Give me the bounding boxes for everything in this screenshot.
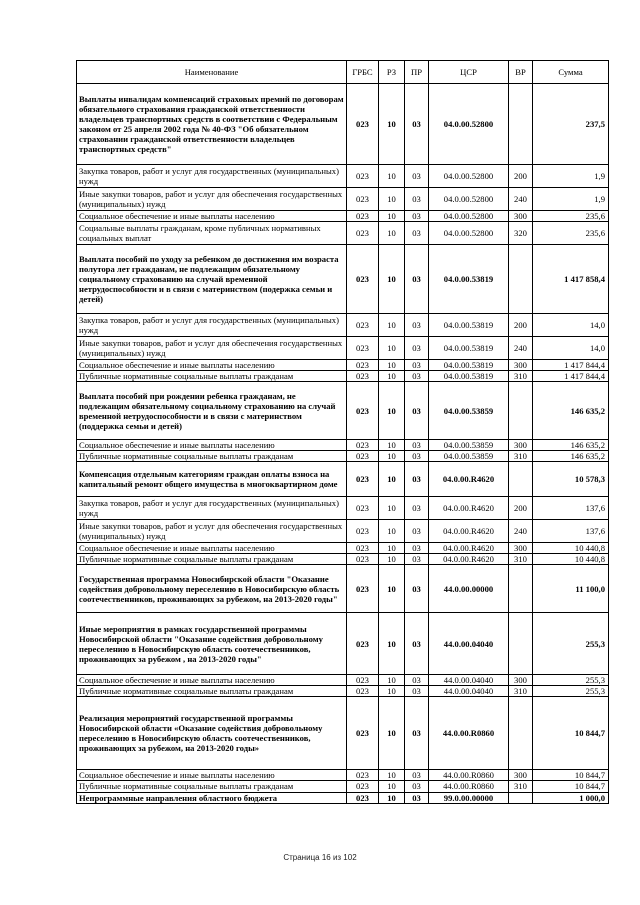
cell-sum: 10 844,7 bbox=[533, 770, 609, 781]
table-body bbox=[77, 84, 609, 804]
cell-grbs: 023 bbox=[347, 770, 379, 781]
cell-rz: 10 bbox=[379, 165, 405, 188]
table-row bbox=[77, 245, 609, 314]
cell-pr: 03 bbox=[405, 770, 429, 781]
cell-rz: 10 bbox=[379, 222, 405, 245]
table-row bbox=[77, 770, 609, 781]
cell-csr: 04.0.00.52800 bbox=[429, 188, 509, 211]
cell-csr: 44.0.00.R0860 bbox=[429, 770, 509, 781]
cell-pr: 03 bbox=[405, 165, 429, 188]
cell-rz: 10 bbox=[379, 360, 405, 371]
table-row bbox=[77, 497, 609, 520]
cell-rz: 10 bbox=[379, 565, 405, 613]
cell-name: Реализация мероприятий государственной программы Новосибирской области «Оказание содействия добровольному переселению в Новосибирскую область соотечественников, проживающих за рубежом, на 2013-2020 годы» bbox=[77, 697, 347, 770]
cell-name: Выплата пособий по уходу за ребенком до достижения им возраста полутора лет гражданам, не подлежащим обязательному социальному страхованию на случай временной нетрудоспособности и в связи с материнством (подержка семьи и детей) bbox=[77, 245, 347, 314]
cell-grbs: 023 bbox=[347, 613, 379, 675]
cell-grbs: 023 bbox=[347, 554, 379, 565]
cell-sum: 10 844,7 bbox=[533, 781, 609, 792]
header-row bbox=[77, 61, 609, 84]
cell-rz: 10 bbox=[379, 497, 405, 520]
cell-csr: 04.0.00.R4620 bbox=[429, 497, 509, 520]
cell-csr: 04.0.00.53819 bbox=[429, 337, 509, 360]
cell-grbs: 023 bbox=[347, 440, 379, 451]
cell-pr: 03 bbox=[405, 781, 429, 792]
cell-pr: 03 bbox=[405, 462, 429, 497]
cell-csr: 99.0.00.00000 bbox=[429, 792, 509, 803]
table-row bbox=[77, 451, 609, 462]
cell-sum: 255,3 bbox=[533, 613, 609, 675]
table-row bbox=[77, 188, 609, 211]
cell-sum: 1 000,0 bbox=[533, 792, 609, 803]
cell-grbs: 023 bbox=[347, 675, 379, 686]
cell-vr: 310 bbox=[509, 554, 533, 565]
cell-sum: 10 844,7 bbox=[533, 697, 609, 770]
cell-grbs: 023 bbox=[347, 211, 379, 222]
header-csr: ЦСР bbox=[429, 61, 509, 84]
cell-sum: 146 635,2 bbox=[533, 382, 609, 440]
cell-vr: 300 bbox=[509, 440, 533, 451]
cell-name: Иные закупки товаров, работ и услуг для обеспечения государственных (муниципальных) нужд bbox=[77, 520, 347, 543]
header-pr: ПР bbox=[405, 61, 429, 84]
cell-rz: 10 bbox=[379, 770, 405, 781]
cell-vr bbox=[509, 462, 533, 497]
cell-rz: 10 bbox=[379, 675, 405, 686]
cell-vr bbox=[509, 565, 533, 613]
cell-pr: 03 bbox=[405, 497, 429, 520]
cell-csr: 44.0.00.R0860 bbox=[429, 697, 509, 770]
cell-rz: 10 bbox=[379, 314, 405, 337]
table-row bbox=[77, 360, 609, 371]
cell-csr: 44.0.00.04040 bbox=[429, 675, 509, 686]
cell-vr: 240 bbox=[509, 337, 533, 360]
cell-vr bbox=[509, 382, 533, 440]
cell-name: Иные закупки товаров, работ и услуг для обеспечения государственных (муниципальных) нужд bbox=[77, 188, 347, 211]
cell-name: Иные закупки товаров, работ и услуг для обеспечения государственных (муниципальных) нужд bbox=[77, 337, 347, 360]
cell-csr: 04.0.00.53859 bbox=[429, 440, 509, 451]
table-row bbox=[77, 781, 609, 792]
cell-rz: 10 bbox=[379, 554, 405, 565]
header-rz: РЗ bbox=[379, 61, 405, 84]
cell-pr: 03 bbox=[405, 520, 429, 543]
cell-name: Социальное обеспечение и иные выплаты населению bbox=[77, 675, 347, 686]
cell-csr: 04.0.00.53859 bbox=[429, 382, 509, 440]
cell-rz: 10 bbox=[379, 792, 405, 803]
table-row bbox=[77, 84, 609, 165]
cell-pr: 03 bbox=[405, 337, 429, 360]
cell-sum: 1 417 858,4 bbox=[533, 245, 609, 314]
cell-rz: 10 bbox=[379, 451, 405, 462]
table-row bbox=[77, 675, 609, 686]
cell-sum: 237,5 bbox=[533, 84, 609, 165]
cell-rz: 10 bbox=[379, 686, 405, 697]
cell-vr: 200 bbox=[509, 165, 533, 188]
cell-csr: 44.0.00.04040 bbox=[429, 613, 509, 675]
cell-name: Закупка товаров, работ и услуг для государственных (муниципальных) нужд bbox=[77, 165, 347, 188]
cell-sum: 146 635,2 bbox=[533, 440, 609, 451]
cell-csr: 04.0.00.52800 bbox=[429, 84, 509, 165]
cell-rz: 10 bbox=[379, 543, 405, 554]
cell-pr: 03 bbox=[405, 686, 429, 697]
cell-vr: 320 bbox=[509, 222, 533, 245]
cell-sum: 10 440,8 bbox=[533, 554, 609, 565]
table-row bbox=[77, 222, 609, 245]
cell-sum: 255,3 bbox=[533, 686, 609, 697]
header-name: Наименование bbox=[77, 61, 347, 84]
cell-sum: 1 417 844,4 bbox=[533, 360, 609, 371]
cell-vr: 310 bbox=[509, 371, 533, 382]
cell-pr: 03 bbox=[405, 84, 429, 165]
table-row bbox=[77, 382, 609, 440]
cell-name: Закупка товаров, работ и услуг для государственных (муниципальных) нужд bbox=[77, 314, 347, 337]
cell-vr: 310 bbox=[509, 451, 533, 462]
cell-grbs: 023 bbox=[347, 314, 379, 337]
cell-csr: 04.0.00.52800 bbox=[429, 222, 509, 245]
cell-sum: 146 635,2 bbox=[533, 451, 609, 462]
table-row bbox=[77, 792, 609, 803]
cell-pr: 03 bbox=[405, 382, 429, 440]
cell-csr: 04.0.00.53819 bbox=[429, 245, 509, 314]
table-row bbox=[77, 520, 609, 543]
cell-grbs: 023 bbox=[347, 520, 379, 543]
table-row bbox=[77, 565, 609, 613]
cell-grbs: 023 bbox=[347, 188, 379, 211]
cell-sum: 255,3 bbox=[533, 675, 609, 686]
cell-csr: 04.0.00.R4620 bbox=[429, 554, 509, 565]
cell-pr: 03 bbox=[405, 211, 429, 222]
table-row bbox=[77, 554, 609, 565]
cell-pr: 03 bbox=[405, 371, 429, 382]
cell-grbs: 023 bbox=[347, 245, 379, 314]
cell-grbs: 023 bbox=[347, 462, 379, 497]
cell-pr: 03 bbox=[405, 792, 429, 803]
cell-rz: 10 bbox=[379, 613, 405, 675]
cell-sum: 10 440,8 bbox=[533, 543, 609, 554]
cell-grbs: 023 bbox=[347, 697, 379, 770]
cell-csr: 04.0.00.R4620 bbox=[429, 462, 509, 497]
cell-vr: 300 bbox=[509, 675, 533, 686]
cell-pr: 03 bbox=[405, 245, 429, 314]
cell-pr: 03 bbox=[405, 613, 429, 675]
table-row bbox=[77, 371, 609, 382]
cell-grbs: 023 bbox=[347, 565, 379, 613]
cell-rz: 10 bbox=[379, 211, 405, 222]
cell-csr: 44.0.00.R0860 bbox=[429, 781, 509, 792]
cell-sum: 1 417 844,4 bbox=[533, 371, 609, 382]
cell-rz: 10 bbox=[379, 462, 405, 497]
cell-grbs: 023 bbox=[347, 497, 379, 520]
cell-sum: 11 100,0 bbox=[533, 565, 609, 613]
cell-name: Государственная программа Новосибирской области "Оказание содействия добровольному переселению в Новосибирскую область соотечественников, проживающих за рубежом, на 2013-2020 годы" bbox=[77, 565, 347, 613]
cell-pr: 03 bbox=[405, 222, 429, 245]
cell-csr: 44.0.00.04040 bbox=[429, 686, 509, 697]
cell-grbs: 023 bbox=[347, 371, 379, 382]
cell-vr: 300 bbox=[509, 360, 533, 371]
cell-csr: 04.0.00.53859 bbox=[429, 451, 509, 462]
cell-vr bbox=[509, 245, 533, 314]
cell-csr: 04.0.00.53819 bbox=[429, 360, 509, 371]
cell-csr: 44.0.00.00000 bbox=[429, 565, 509, 613]
cell-pr: 03 bbox=[405, 543, 429, 554]
table-row bbox=[77, 337, 609, 360]
cell-vr bbox=[509, 613, 533, 675]
cell-csr: 04.0.00.R4620 bbox=[429, 520, 509, 543]
page-number: Страница 16 из 102 bbox=[283, 853, 357, 862]
cell-vr: 240 bbox=[509, 520, 533, 543]
header-grbs: ГРБС bbox=[347, 61, 379, 84]
cell-name: Выплаты инвалидам компенсаций страховых премий по договорам обязательного страхования гражданской ответственности владельцев транспортных средств в соответствии с Федеральным законом от 25 апреля 2002 года № 40-ФЗ "Об обязательном страховании гражданской ответственности владельцев транспортных средств" bbox=[77, 84, 347, 165]
cell-grbs: 023 bbox=[347, 382, 379, 440]
cell-rz: 10 bbox=[379, 520, 405, 543]
budget-table bbox=[76, 60, 609, 804]
cell-pr: 03 bbox=[405, 451, 429, 462]
cell-sum: 10 578,3 bbox=[533, 462, 609, 497]
cell-sum: 14,0 bbox=[533, 314, 609, 337]
cell-rz: 10 bbox=[379, 440, 405, 451]
cell-sum: 137,6 bbox=[533, 520, 609, 543]
cell-sum: 137,6 bbox=[533, 497, 609, 520]
table-row bbox=[77, 686, 609, 697]
cell-name: Публичные нормативные социальные выплаты гражданам bbox=[77, 451, 347, 462]
cell-name: Выплата пособий при рождении ребенка гражданам, не подлежащим обязательному социальному страхованию на случай временной нетрудоспособности и в связи с материнством (поддержка семьи и детей) bbox=[77, 382, 347, 440]
cell-rz: 10 bbox=[379, 188, 405, 211]
cell-vr bbox=[509, 697, 533, 770]
header-vr: ВР bbox=[509, 61, 533, 84]
cell-pr: 03 bbox=[405, 554, 429, 565]
table-row bbox=[77, 211, 609, 222]
cell-vr bbox=[509, 84, 533, 165]
cell-csr: 04.0.00.52800 bbox=[429, 211, 509, 222]
cell-pr: 03 bbox=[405, 565, 429, 613]
cell-grbs: 023 bbox=[347, 543, 379, 554]
table-row bbox=[77, 613, 609, 675]
cell-pr: 03 bbox=[405, 314, 429, 337]
cell-name: Публичные нормативные социальные выплаты гражданам bbox=[77, 554, 347, 565]
cell-grbs: 023 bbox=[347, 781, 379, 792]
cell-name: Публичные нормативные социальные выплаты гражданам bbox=[77, 371, 347, 382]
cell-name: Непрограммные направления областного бюджета bbox=[77, 792, 347, 803]
cell-vr: 310 bbox=[509, 686, 533, 697]
cell-name: Закупка товаров, работ и услуг для государственных (муниципальных) нужд bbox=[77, 497, 347, 520]
cell-rz: 10 bbox=[379, 697, 405, 770]
cell-grbs: 023 bbox=[347, 792, 379, 803]
cell-name: Социальное обеспечение и иные выплаты населению bbox=[77, 440, 347, 451]
cell-name: Социальное обеспечение и иные выплаты населению bbox=[77, 360, 347, 371]
cell-grbs: 023 bbox=[347, 686, 379, 697]
cell-grbs: 023 bbox=[347, 360, 379, 371]
cell-name: Публичные нормативные социальные выплаты гражданам bbox=[77, 686, 347, 697]
cell-name: Компенсация отдельным категориям граждан оплаты взноса на капитальный ремонт общего имущества в многоквартирном доме bbox=[77, 462, 347, 497]
cell-grbs: 023 bbox=[347, 451, 379, 462]
cell-sum: 1,9 bbox=[533, 188, 609, 211]
cell-rz: 10 bbox=[379, 781, 405, 792]
table-row bbox=[77, 440, 609, 451]
header-sum: Сумма bbox=[533, 61, 609, 84]
cell-csr: 04.0.00.53819 bbox=[429, 371, 509, 382]
cell-sum: 1,9 bbox=[533, 165, 609, 188]
cell-grbs: 023 bbox=[347, 84, 379, 165]
cell-name: Социальное обеспечение и иные выплаты населению bbox=[77, 770, 347, 781]
cell-vr: 300 bbox=[509, 770, 533, 781]
cell-sum: 14,0 bbox=[533, 337, 609, 360]
table-row bbox=[77, 165, 609, 188]
cell-name: Иные мероприятия в рамках государственной программы Новосибирской области "Оказание содействия добровольному переселению в Новосибирскую область соотечественников, проживающих за рубежом , на 2013-2020 годы" bbox=[77, 613, 347, 675]
cell-rz: 10 bbox=[379, 84, 405, 165]
cell-vr: 200 bbox=[509, 497, 533, 520]
cell-pr: 03 bbox=[405, 188, 429, 211]
cell-vr bbox=[509, 792, 533, 803]
cell-sum: 235,6 bbox=[533, 222, 609, 245]
cell-pr: 03 bbox=[405, 360, 429, 371]
cell-name: Социальные выплаты гражданам, кроме публичных нормативных социальных выплат bbox=[77, 222, 347, 245]
cell-vr: 310 bbox=[509, 781, 533, 792]
cell-rz: 10 bbox=[379, 337, 405, 360]
table-row bbox=[77, 697, 609, 770]
cell-pr: 03 bbox=[405, 440, 429, 451]
cell-pr: 03 bbox=[405, 675, 429, 686]
cell-name: Социальное обеспечение и иные выплаты населению bbox=[77, 543, 347, 554]
table-row bbox=[77, 314, 609, 337]
cell-csr: 04.0.00.R4620 bbox=[429, 543, 509, 554]
cell-grbs: 023 bbox=[347, 165, 379, 188]
cell-rz: 10 bbox=[379, 371, 405, 382]
cell-rz: 10 bbox=[379, 245, 405, 314]
cell-csr: 04.0.00.52800 bbox=[429, 165, 509, 188]
cell-pr: 03 bbox=[405, 697, 429, 770]
cell-name: Социальное обеспечение и иные выплаты населению bbox=[77, 211, 347, 222]
cell-vr: 300 bbox=[509, 211, 533, 222]
table-row bbox=[77, 462, 609, 497]
cell-vr: 200 bbox=[509, 314, 533, 337]
cell-name: Публичные нормативные социальные выплаты гражданам bbox=[77, 781, 347, 792]
cell-grbs: 023 bbox=[347, 337, 379, 360]
cell-sum: 235,6 bbox=[533, 211, 609, 222]
table-row bbox=[77, 543, 609, 554]
cell-vr: 240 bbox=[509, 188, 533, 211]
cell-vr: 300 bbox=[509, 543, 533, 554]
cell-rz: 10 bbox=[379, 382, 405, 440]
cell-grbs: 023 bbox=[347, 222, 379, 245]
cell-csr: 04.0.00.53819 bbox=[429, 314, 509, 337]
